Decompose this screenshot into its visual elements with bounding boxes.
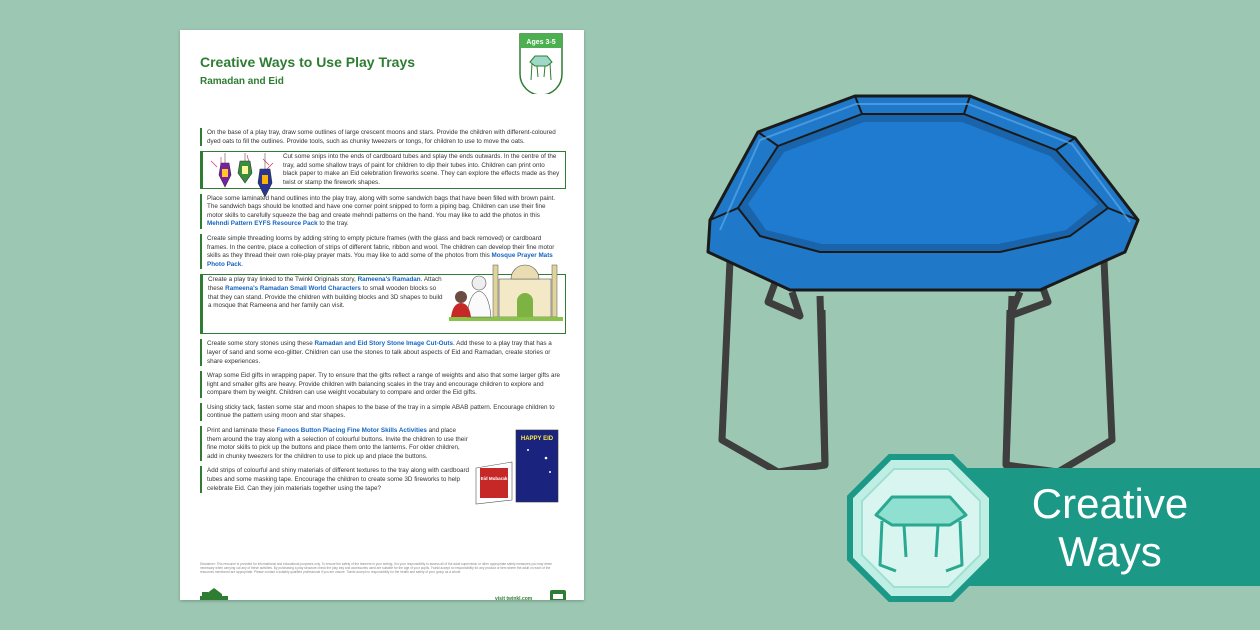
activity-item: Create simple threading looms by adding string to empty picture frames (with the glass and back removed) or cardboard frames. In the centre, place a collection of strips of different fabric, ribbon and wool. The children can develop their fine motor skills as they thread their own role-play prayer mats. You may like to add some of the photos from this Mosque Prayer Mats Photo Pack. bbox=[200, 234, 566, 269]
activity-item: Wrap some Eid gifts in wrapping paper. Try to ensure that the gifts reflect a range of weights and also that some larger gifts are light and smaller gifts are heavy. Provide children with balancing scales in the tray and encourage children to explore and compare them by weight. Children can use weight vocabulary to compare and order the Eid gifts. bbox=[200, 371, 566, 398]
lantern-icon bbox=[238, 153, 252, 183]
play-tray-illustration bbox=[680, 80, 1140, 470]
activity-item: Print and laminate these Fanoos Button Placing Fine Motor Skills Activities and place them around the tray along with a selection of colourful buttons. Invite the children to use their fine motor skills to pick up the buttons and place them onto the lanterns. For older children, add in chunky tweezers for the children to use to pick up and place the buttons. bbox=[200, 426, 566, 461]
disclaimer: Disclaimer: This resource is provided for informational and educational purposes only. To ensure the safety of the learners in your setting, it is your responsibility to assess all of the adult supervision or other appropriate safety measures you may deem necessary when carrying out any of these activities. By purchasing a play structure check the play tray and accessories used are suitable for the age of your pupils. Twinkl accept no responsibility for any product or item where the adult on each of the resources mentioned are appropriate. Please contact a suitably qualified professional if you are unsure. Twinkl accept no responsibility for the health and safety of your group as a whole. bbox=[200, 562, 553, 575]
activity-item: Create some story stones using these Ramadan and Eid Story Stone Image Cut-Outs. Add these to a play tray that has a layer of sand and some eco-glitter. Children can use the stones to talk about aspects of Eid and Ramadan, create stories or share experiences. bbox=[200, 339, 566, 366]
activity-list bbox=[200, 128, 566, 498]
lanterns-illustration bbox=[207, 153, 279, 199]
banner-line-2: Ways bbox=[1058, 528, 1162, 575]
footer-url[interactable]: visit twinkl.com bbox=[495, 596, 533, 600]
lantern-icon bbox=[258, 153, 272, 197]
tray-bowl bbox=[708, 96, 1138, 290]
octagon-badge bbox=[846, 453, 996, 603]
eid-card-blue bbox=[516, 430, 558, 502]
resource-link[interactable]: Rameena's Ramadan Small World Characters bbox=[225, 284, 361, 292]
eid-card-red bbox=[476, 462, 512, 504]
resource-link[interactable]: Rameena's Ramadan bbox=[357, 276, 421, 284]
document-title: Creative Ways to Use Play Trays bbox=[200, 54, 416, 70]
resource-link[interactable]: Ramadan and Eid Story Stone Image Cut-Outs bbox=[314, 340, 454, 348]
publisher-mark-icon bbox=[550, 590, 566, 600]
age-badge bbox=[518, 32, 564, 94]
twinkl-logo-icon bbox=[200, 588, 228, 600]
activity-item: Place some laminated hand outlines into the play tray, along with some sandwich bags that have been filled with brown paint. The sandwich bags should be knotted and have one corner point snipped to form a piping bag. Children can use their fine motor skills to carefully squeeze the bag and create mehndi patterns on the hand. You may like to add the photos in this Mehndi Pattern EYFS Resource Pack to the tray. bbox=[200, 194, 566, 229]
items-with-cards bbox=[200, 426, 566, 493]
age-badge-label: Ages 3-5 bbox=[526, 39, 556, 46]
resource-link[interactable]: Mehndi Pattern EYFS Resource Pack bbox=[207, 220, 318, 228]
activity-item: Cut some snips into the ends of cardboard tubes and splay the ends outwards. In the centre of the tray, add some shallow trays of paint for children to dip their tubes into. Children can print onto black paper to make an Eid celebration fireworks scene. They can explore the effects made as they twist or stamp the firework shapes. bbox=[200, 151, 566, 188]
card-red-text: Eid Mubarak bbox=[480, 476, 508, 482]
resource-page bbox=[180, 30, 584, 600]
card-blue-text: HAPPY EID bbox=[520, 436, 554, 443]
resource-link[interactable]: Mosque Prayer Mats Photo Pack bbox=[207, 252, 553, 268]
activity-item: Create a play tray linked to the Twinkl Originals story, Rameena's Ramadan. Attach these Rameena's Ramadan Small World Characters to small wooden blocks so that they can stand. Provide the children with building blocks and 3D shapes to build a mosque that Rameena and her family can visit. bbox=[200, 274, 566, 334]
banner-line-1: Creative bbox=[1031, 480, 1189, 527]
activity-item: On the base of a play tray, draw some outlines of large crescent moons and stars. Provide the children with different-coloured dyed oats to fill the outlines. Provide tools, such as chunky tweezers or tongs, for children to use to move the oats. bbox=[200, 128, 566, 146]
person-icon bbox=[451, 291, 471, 317]
activity-item: Add strips of colourful and shiny materials of different textures to the tray along with cardboard tubes and some masking tape. Encourage the children to create some 3D fireworks to help celebrate Eid. Can they join materials together using the tape? bbox=[200, 466, 566, 493]
banner-title bbox=[1010, 480, 1210, 576]
document-subtitle: Ramadan and Eid bbox=[200, 76, 284, 87]
person-icon bbox=[467, 276, 491, 317]
activity-item: Using sticky tack, fasten some star and moon shapes to the base of the tray in a simple ABAB pattern. Encourage children to continue the pattern using moon and star shapes. bbox=[200, 403, 566, 421]
mosque-family-illustration bbox=[449, 261, 563, 321]
eid-cards-illustration bbox=[472, 428, 564, 506]
resource-link[interactable]: Fanoos Button Placing Fine Motor Skills Activities bbox=[276, 427, 427, 435]
